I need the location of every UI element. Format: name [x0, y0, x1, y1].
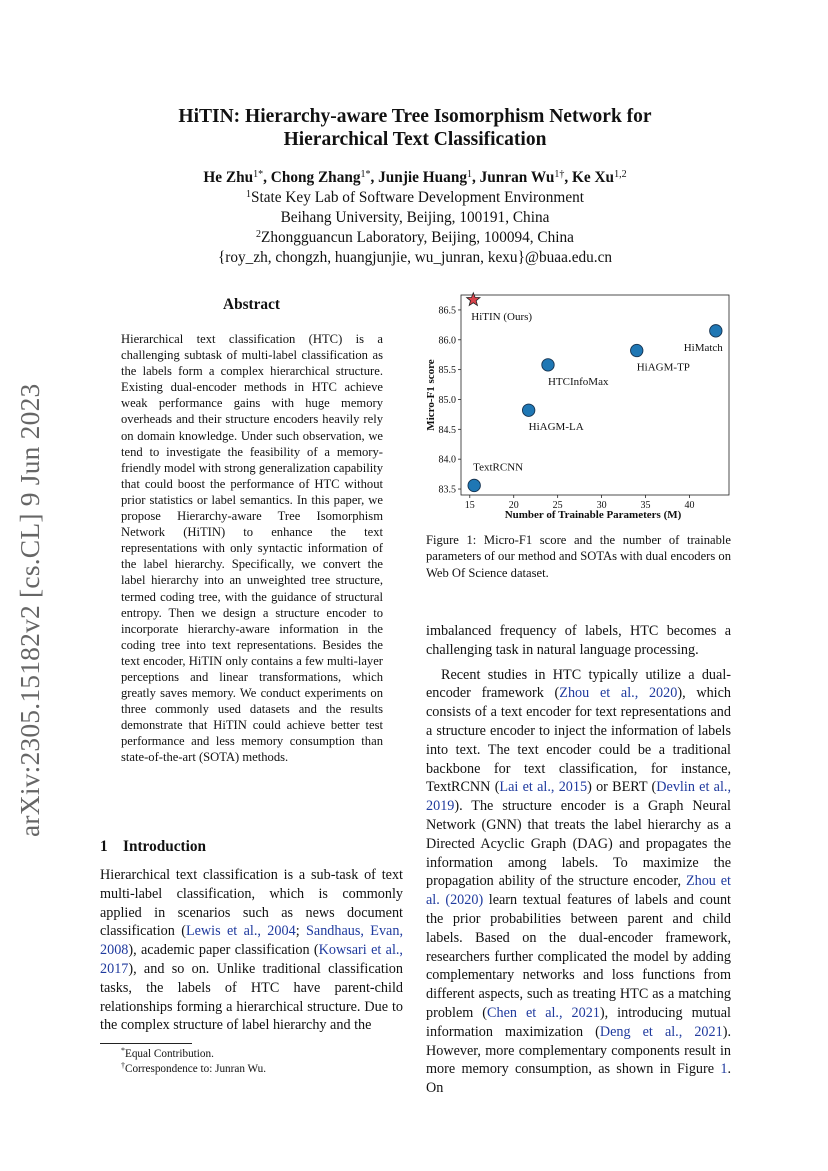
author-sup: 1,2 [614, 169, 627, 180]
author-name: Ke Xu [572, 169, 615, 186]
abstract-text: Hierarchical text classification (HTC) is a challenging subtask of multi-label classification as the labels form a complex hierarchical structure. Existing dual-encoder methods in HTC achieve weak performance gains with huge memory overheads and their structure encoders heavily rely on domain knowledge. Under such observation, we tend to investigate the feasibility of a memory-friendly model with strong generalization capability that could boost the performance of HTC without prior statistics or label semantics. In this paper, we propose Hierarchy-aware Tree Isomorphism Network (HiTIN) to enhance the text representations with only syntactic information of the label hierarchy. Specifically, we convert the label hierarchy into an unweighted tree structure, termed coding tree, with the guidance of structural entropy. Then we design a structure encoder to incorporate hierarchy-aware information in the coding tree into text representations. Besides the text encoder, HiTIN only contains a few multi-layer perceptions and linear transformations, which greatly saves memory. We conduct experiments on three commonly used datasets and the results demonstrate that HiTIN could achieve better test performance and less memory consumption than state-of-the-art (SOTA) methods. [121, 332, 383, 765]
x-tick-label: 30 [596, 500, 607, 511]
title-line-2: Hierarchical Text Classification [283, 129, 547, 150]
citation-link[interactable]: Zhou et al., 2020 [559, 685, 678, 702]
footnote-text: Correspondence to: Junran Wu. [125, 1062, 267, 1075]
text-run: ). However, more complementary components result in more memory consumption, as shown in Figure [426, 1023, 731, 1078]
point-marker [468, 479, 480, 491]
y-tick-label: 84.5 [438, 424, 456, 436]
text-run: ). The structure encoder is a Graph Neural Network (GNN) that treats the label hierarchy as a Directed Acyclic Graph (DAG) and propagates the information among labels. To maximize the propagation ability of the structure encoder, [426, 798, 731, 890]
point-label: TextRCNN [473, 461, 524, 474]
x-tick-label: 40 [684, 500, 695, 511]
affil-2-line-1: Zhongguancun Laboratory, Beijing, 100094, China [261, 229, 574, 246]
author-sup: 1* [360, 169, 371, 180]
figure-ref-link[interactable]: 1 [720, 1061, 728, 1078]
text-run: Hierarchical text classification is a sub-task of text multi-label classification, which is commonly applied in scenarios such as news document classification ( [100, 867, 403, 940]
footnote-1 [100, 1047, 403, 1062]
text-run: ), and so on. Unlike traditional classification tasks, the labels of HTC have parent-child relationships forming a hierarchical structure. Due to the complex structure of label hierarchy and the [100, 960, 403, 1034]
y-tick-label: 85.5 [438, 365, 456, 377]
author-sup: 1† [554, 169, 565, 180]
scatter-plot [426, 290, 736, 525]
footnote-rule [100, 1043, 192, 1044]
point-label: HiTIN (Ours) [471, 310, 533, 323]
footnote-mark: * [121, 1046, 125, 1055]
paragraph-continuation: imbalanced frequency of labels, HTC becomes a challenging task in natural language processing. [426, 623, 731, 658]
point-marker [710, 325, 722, 337]
affiliation-2 [110, 228, 720, 248]
citation-link[interactable]: Devlin et al., 2019 [426, 779, 732, 815]
author-emails: {roy_zh, chongzh, huangjunjie, wu_junran, kexu}@buaa.edu.cn [217, 249, 613, 266]
y-tick-label: 83.5 [438, 484, 456, 496]
x-axis-label: Number of Trainable Parameters (M) [504, 509, 682, 521]
citation-link[interactable]: Lai et al., 2015 [499, 779, 588, 796]
text-run: . On [426, 1061, 731, 1097]
intro-paragraph [100, 866, 403, 1035]
point-marker [522, 404, 534, 416]
text-run: ), introducing mutual information maximization ( [426, 1004, 731, 1040]
figure-1-chart [426, 290, 736, 525]
abstract-heading: Abstract [223, 296, 280, 313]
point-label: HiAGM-LA [528, 421, 584, 434]
y-axis-label: Micro-F1 score [426, 359, 437, 431]
text-run: ), academic paper classification ( [128, 942, 319, 959]
footnote-2 [100, 1062, 403, 1077]
author-name: Junjie Huang [378, 169, 467, 186]
author-sup: 1* [253, 169, 264, 180]
x-tick-label: 15 [464, 500, 475, 511]
text-run: ) or BERT ( [587, 779, 657, 796]
x-tick-label: 25 [552, 500, 563, 511]
point-label: HiAGM-TP [636, 361, 690, 374]
section-heading [100, 838, 403, 856]
arxiv-identifier: arXiv:2305.15182v2 [cs.CL] 9 Jun 2023 [14, 383, 45, 837]
citation-link[interactable]: Zhou et al. (2020) [426, 873, 731, 909]
paper-title [110, 105, 720, 151]
x-tick-label: 20 [508, 500, 519, 511]
author-name: Junran Wu [479, 169, 555, 186]
text-run: Recent studies in HTC typically utilize a dual-encoder framework ( [426, 666, 731, 702]
citation-link[interactable]: Kowsari et al., 2017 [100, 942, 403, 977]
point-marker [631, 344, 643, 356]
footnote-text: Equal Contribution. [125, 1048, 214, 1060]
y-tick-label: 86.0 [438, 335, 456, 347]
affiliation-1 [110, 188, 720, 208]
text-run: ; [295, 923, 306, 940]
citation-link[interactable]: Deng et al., 2021 [599, 1023, 723, 1040]
y-tick-label: 85.0 [438, 394, 456, 406]
point-label: HTCInfoMax [547, 375, 609, 388]
affil-sup: 2 [256, 229, 262, 240]
text-run: ), which consists of a text encoder for text representations and a structure encoder to inject the information of labels into text. The text encoder could be a traditional backbone for text classification, for instance, TextRCNN ( [426, 685, 732, 796]
author-names: He Zhu$^{1*}$, Chong Zhang$^{1*}$, Junjie Huang$^1$, Junran $Wu^{1\dagger}$, Ke Xu$^{1,2}$ [203, 169, 627, 186]
citation-link[interactable]: Chen et al., 2021 [487, 1004, 600, 1021]
author-block [110, 168, 720, 268]
section-title: Introduction [123, 838, 207, 855]
right-column-text [426, 622, 731, 1098]
x-tick-label: 35 [640, 500, 651, 511]
title-line-1: HiTIN: Hierarchy-aware Tree Isomorphism Network for [178, 106, 652, 127]
text-run: learn textual features of labels and count the prior probabilities between parent and child labels. Based on the dual-encoder framework, researchers further complicated the model by adding complementary networks and loss functions from different aspects, such as treating HTC as a matching problem ( [426, 892, 731, 1021]
affil-sup: 1 [245, 189, 251, 200]
author-name: He Zhu [203, 169, 254, 186]
y-tick-label: 84.0 [438, 454, 456, 466]
y-tick-label: 86.5 [438, 305, 456, 317]
footnotes [100, 1047, 403, 1076]
point-label: HiMatch [683, 341, 723, 354]
author-sup: 1 [467, 169, 472, 180]
point-marker [542, 359, 554, 371]
section-number: 1 [100, 838, 108, 855]
affiliation-1-city: Beihang University, Beijing, 100191, China [280, 209, 550, 226]
figure-caption: Figure 1: Micro-F1 score and the number of trainable parameters of our method and SOTAs with dual encoders on Web Of Science dataset. [426, 533, 732, 580]
author-name: Chong Zhang [270, 169, 361, 186]
affil-1-line-1: State Key Lab of Software Development Environment [250, 189, 585, 206]
paragraph-recent-studies [426, 666, 731, 1098]
citation-link[interactable]: Lewis et al., 2004 [185, 923, 296, 940]
footnote-mark: † [121, 1060, 125, 1070]
citation-link[interactable]: Sandhaus, Evan, 2008 [100, 923, 403, 959]
